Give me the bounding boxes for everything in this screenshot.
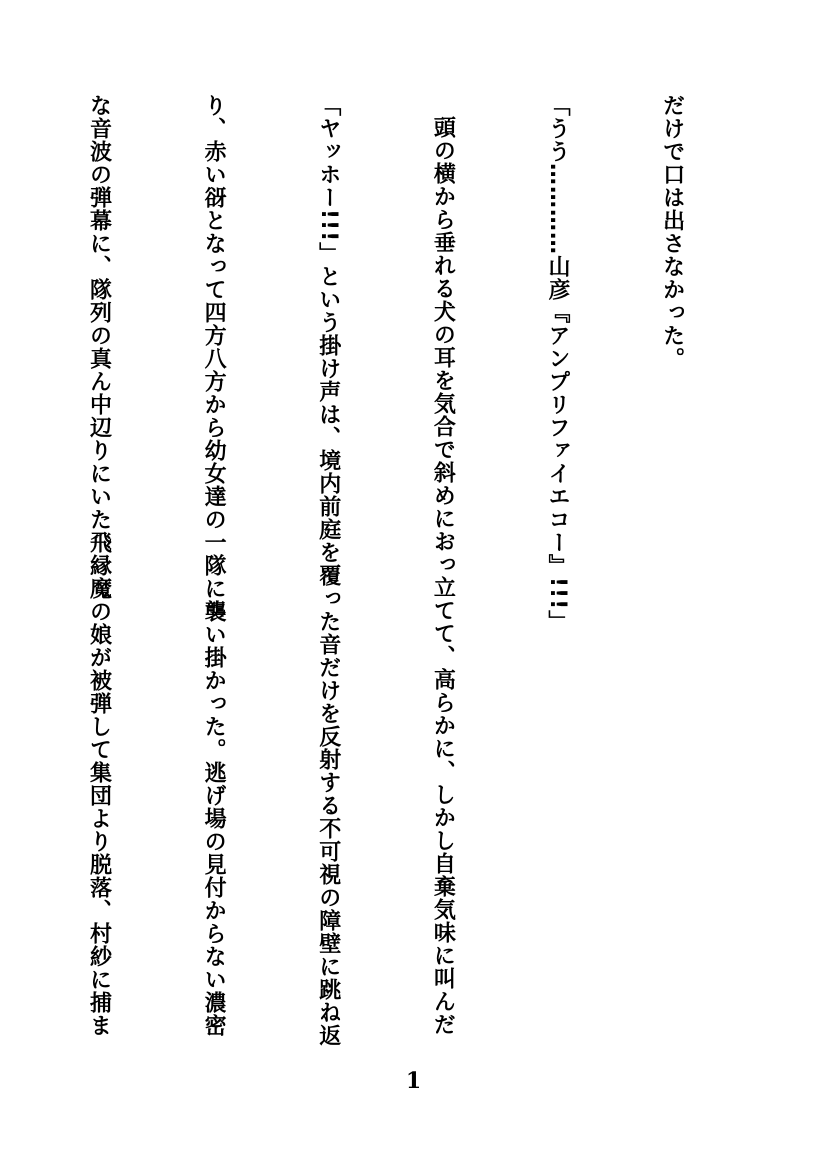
page-number: 1 [405, 1068, 422, 1094]
text-line: 「うう…………山彦『アンプリファイエコー』!!!」 [544, 94, 570, 634]
text-line: り、赤い谺となって四方八方から幼女達の一隊に襲い掛かった。逃げ場の見付からない濃密 [201, 94, 227, 1037]
text-line: な音波の弾幕に、隊列の真ん中辺りにいた飛縁魔の娘が被弾して集団より脱落、村紗に捕ま [87, 94, 112, 1037]
text-line: 「ヤッホー!!!」という掛け声は、境内前庭を覆った音だけを反射する不可視の障壁に跳ね返 [315, 94, 341, 1048]
text-line: だけで口は出さなかった。 [659, 94, 685, 370]
vertical-text-body [87, 94, 767, 1074]
text-line: 頭の横から垂れる犬の耳を気合で斜めにおっ立てて、高らかに、しかし自棄気味に叫んだ [430, 116, 456, 1036]
